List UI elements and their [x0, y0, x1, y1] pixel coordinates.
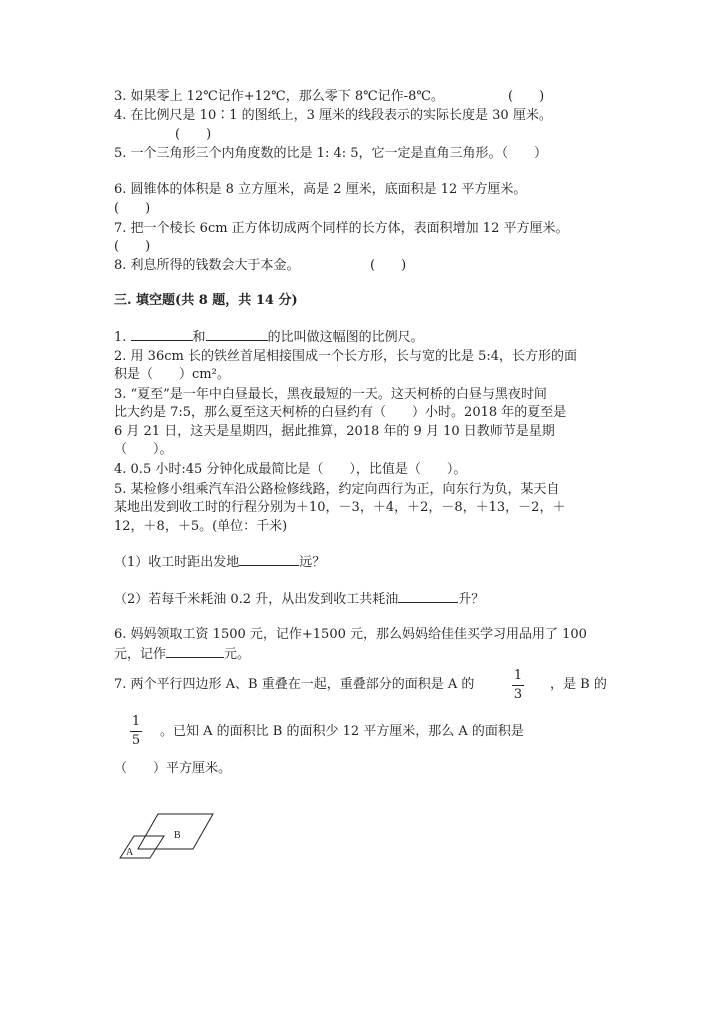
judge-q8: 8. 利息所得的钱数会大于本金。: [114, 258, 300, 273]
answer-blank[interactable]: [131, 328, 193, 341]
fill-q6-line1: 6. 妈妈领取工资 1500 元，记作+1500 元，那么妈妈给佳佳买学习用品用了 100: [114, 627, 587, 642]
fraction-one-third: 1 3: [513, 668, 523, 702]
judge-q6-answer-paren[interactable]: ( ): [114, 201, 151, 216]
fill-q3-line4: （ ）。: [114, 442, 173, 457]
fill-q4: 4. 0.5 小时:45 分钟化成最简比是（ ），比值是（ ）。: [114, 462, 467, 477]
fraction-bar: [512, 685, 524, 686]
fill-q5-line1: 5. 某检修小组乘汽车沿公路检修线路，约定向西行为正，向东行为负，某天自: [114, 482, 560, 497]
judge-q6: 6. 圆锥体的体积是 8 立方厘米，高是 2 厘米，底面积是 12 平方厘米。: [114, 182, 527, 197]
judge-q3: 3. 如果零上 12℃记作+12℃，那么零下 8℃记作-8℃。: [114, 89, 444, 104]
fill-q3-line2: 比大约是 7:5，那么夏至这天柯桥的白昼约有（ ）小时。2018 年的夏至是: [114, 405, 567, 420]
label-a: A: [126, 847, 134, 858]
answer-blank[interactable]: [239, 553, 299, 566]
fraction-one-fifth: 1 5: [131, 714, 141, 748]
answer-blank[interactable]: [398, 590, 458, 603]
fill-q6-line2: 元，记作 元。: [114, 647, 251, 662]
fill-q5-line2: 某地出发到收工时的行程分别为＋10，－3，＋4，＋2，－8，＋13，－2，＋: [114, 500, 566, 515]
parallelograms-figure: [112, 808, 222, 863]
fill-q3-line3: 6 月 21 日，这天是星期四，据此推算，2018 年的 9 月 10 日教师节是星期: [114, 424, 555, 439]
answer-blank[interactable]: [166, 645, 224, 658]
judge-q3-answer-paren[interactable]: ( ): [508, 89, 545, 104]
fill-q1: 1. 和 的比叫做这幅图的比例尺。: [114, 330, 424, 345]
judge-q4-answer-paren[interactable]: ( ): [175, 127, 212, 142]
label-b: B: [174, 830, 181, 841]
fill-q3-line1: 3. “夏至”是一年中白昼最长，黑夜最短的一天。这天柯桥的白昼与黑夜时间: [114, 387, 547, 402]
judge-q7-answer-paren[interactable]: ( ): [114, 239, 151, 254]
fill-q5-sub2: （2）若每千米耗油 0.2 升，从出发到收工共耗油 升？: [114, 592, 485, 607]
fill-q2-line2: 积是（ ）cm²。: [114, 367, 230, 382]
fill-q5-sub1: （1）收工时距出发地 远？: [114, 555, 326, 570]
fill-q2-line1: 2. 用 36cm 长的铁丝首尾相接围成一个长方形，长与宽的比是 5:4，长方形的面: [114, 349, 578, 364]
judge-q7: 7. 把一个棱长 6cm 正方体切成两个同样的长方体，表面积增加 12 平方厘米。: [114, 221, 569, 236]
fill-q7-line3: （ ）平方厘米。: [114, 761, 232, 776]
fraction-bar: [130, 731, 142, 732]
section-title: 三. 填空题(共 8 题，共 14 分): [114, 293, 298, 308]
judge-q8-answer-paren[interactable]: ( ): [370, 258, 407, 273]
fill-q7-line1-b: ，是 B 的: [550, 677, 607, 692]
fill-q5-line3: 12，＋8，＋5。(单位：千米): [114, 519, 288, 534]
fill-q7-line1-a: 7. 两个平行四边形 A、B 重叠在一起，重叠部分的面积是 A 的: [114, 677, 475, 692]
judge-q5: 5. 一个三角形三个内角度数的比是 1: 4: 5，它一定是直角三角形。（ ）: [114, 146, 548, 161]
judge-q4: 4. 在比例尺是 10∶1 的图纸上，3 厘米的线段表示的实际长度是 30 厘米。: [114, 108, 552, 123]
fill-q7-line2: 。已知 A 的面积比 B 的面积少 12 平方厘米，那么 A 的面积是: [160, 724, 524, 739]
answer-blank[interactable]: [206, 328, 268, 341]
